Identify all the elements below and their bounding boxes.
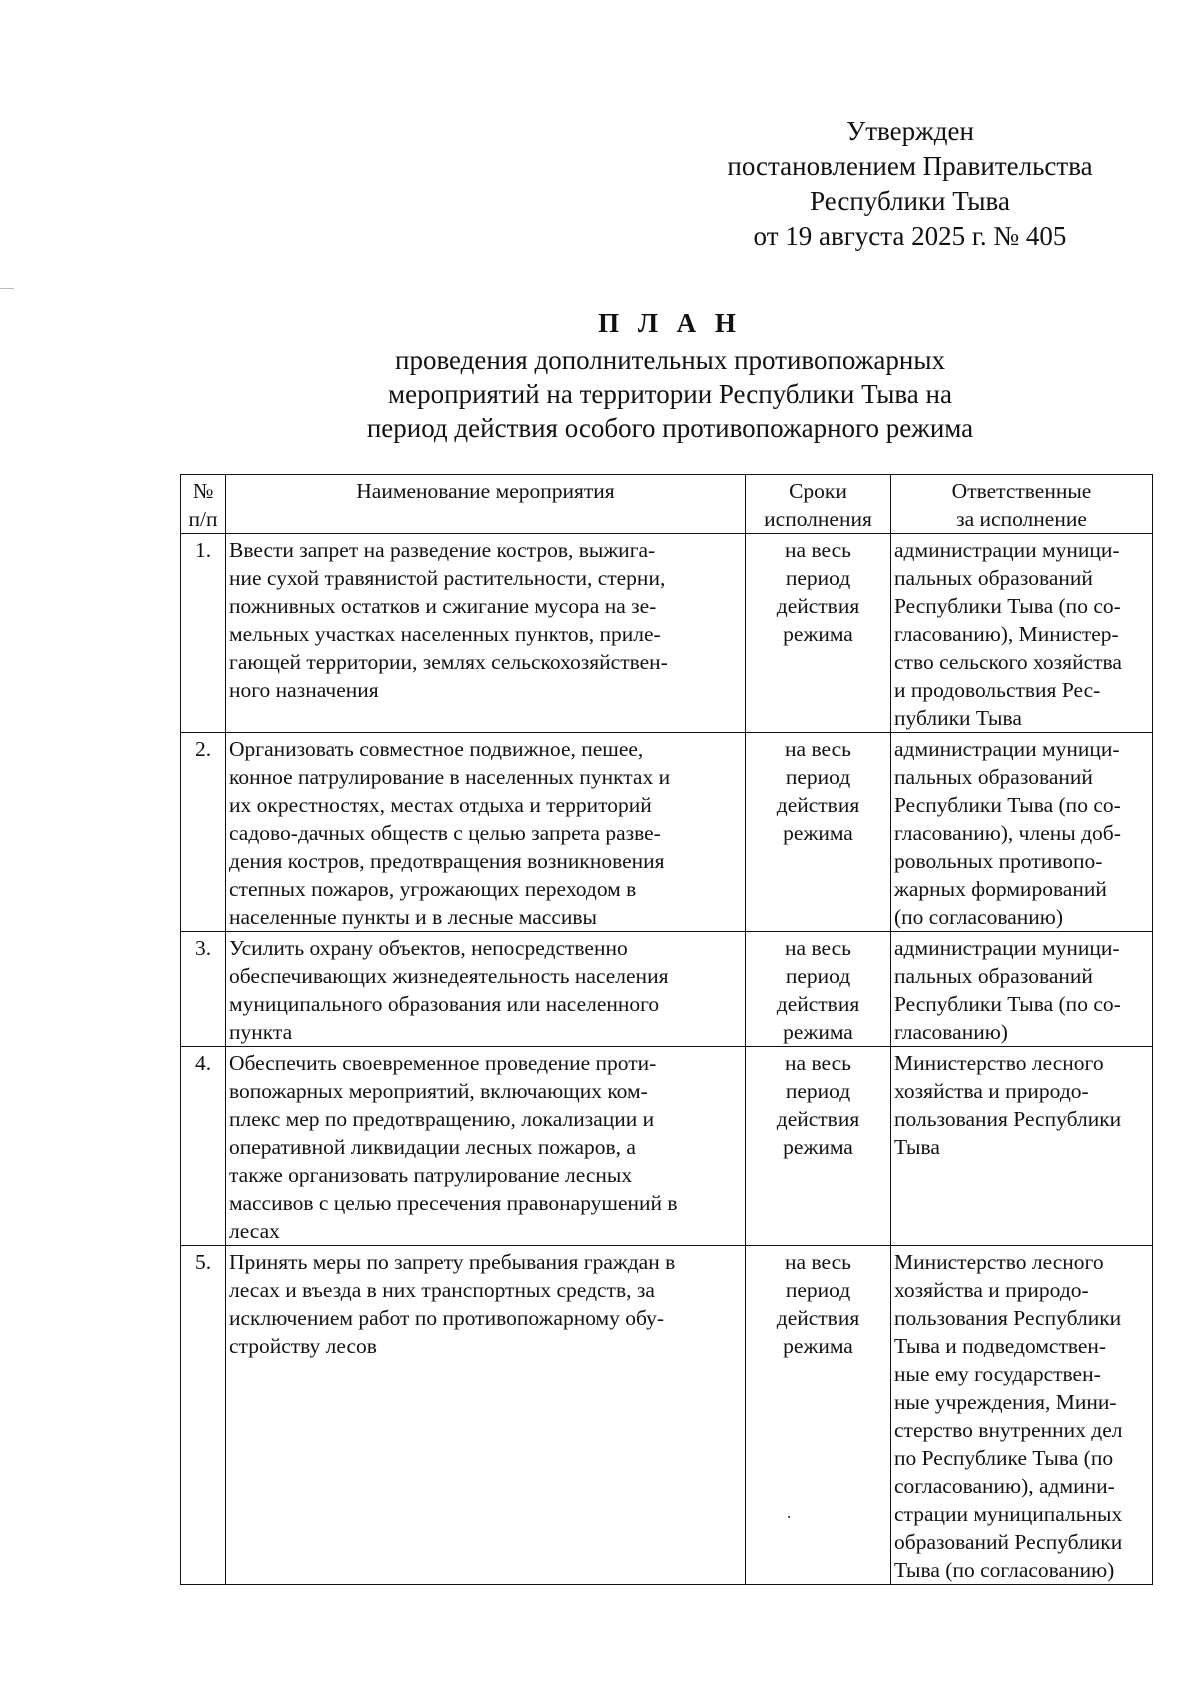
header-responsible-line: за исполнение <box>956 507 1087 531</box>
responsible-line: хозяйства и природо- <box>894 1278 1089 1302</box>
responsible-line: и продовольствия Рес- <box>894 678 1101 702</box>
responsible-line: публики Тыва <box>894 706 1022 730</box>
activity-line: оперативной ликвидации лесных пожаров, а <box>229 1135 636 1159</box>
activity-line: лесах <box>229 1219 280 1243</box>
header-deadline-line: Сроки <box>789 479 847 503</box>
activity-line: их окрестностях, местах отдыха и территорий <box>229 793 652 817</box>
deadline-line: на весь <box>785 936 851 960</box>
activity-line: дения костров, предотвращения возникновения <box>229 849 665 873</box>
responsible-line: администрации муници- <box>894 737 1120 761</box>
responsible-line: ство сельского хозяйства <box>894 650 1122 674</box>
deadline-line: действия <box>776 793 860 817</box>
responsible-cell <box>891 1246 1153 1585</box>
activities-table <box>180 474 1153 1585</box>
deadline-line: режима <box>783 821 853 845</box>
activity-line: пожнивных остатков и сжигание мусора на зе- <box>229 594 657 618</box>
responsible-line: пальных образований <box>894 566 1093 590</box>
activity-line: вопожарных мероприятий, включающих ком- <box>229 1079 648 1103</box>
deadline-line: на весь <box>785 538 851 562</box>
activity-line: исключением работ по противопожарному обу- <box>229 1306 665 1330</box>
responsible-cell <box>891 534 1153 733</box>
activity-line: мельных участках населенных пунктов, приле- <box>229 622 661 646</box>
activity-line: Принять меры по запрету пребывания граждан в <box>229 1250 676 1274</box>
activity-line: конное патрулирование в населенных пунктах и <box>229 765 671 789</box>
approval-line: Республики Тыва <box>810 186 1010 216</box>
responsible-line: Министерство лесного <box>894 1051 1104 1075</box>
deadline-line: действия <box>776 992 860 1016</box>
activity-cell <box>226 733 746 932</box>
table-row <box>181 932 1153 1047</box>
responsible-line: Республики Тыва (по со- <box>894 594 1121 618</box>
deadline-line: на весь <box>785 1051 851 1075</box>
plan-subtitle-line: период действия особого противопожарного режима <box>366 413 974 443</box>
deadline-line: период <box>785 964 851 988</box>
header-number-line: № <box>192 479 214 503</box>
deadline-line: период <box>785 566 851 590</box>
row-number: 5. <box>181 1246 226 1585</box>
deadline-line: режима <box>783 622 853 646</box>
header-deadline-line: исполнения <box>764 507 872 531</box>
responsible-line: согласованию), админи- <box>894 1474 1115 1498</box>
activity-line: Организовать совместное подвижное, пешее, <box>229 737 644 761</box>
deadline-cell <box>746 1047 891 1246</box>
activity-line: массивов с целью пресечения правонарушений в <box>229 1191 678 1215</box>
responsible-line: пользования Республики <box>894 1107 1122 1131</box>
responsible-line: образований Республики <box>894 1530 1123 1554</box>
plan-subtitle-line: мероприятий на территории Республики Тыва на <box>388 379 952 409</box>
responsible-cell <box>891 932 1153 1047</box>
table-row <box>181 733 1153 932</box>
activity-cell <box>226 1047 746 1246</box>
deadline-line: режима <box>783 1135 853 1159</box>
activity-line: садово-дачных обществ с целью запрета разве- <box>229 821 661 845</box>
activity-cell <box>226 534 746 733</box>
responsible-line: (по согласованию) <box>894 905 1064 929</box>
deadline-line: действия <box>776 1107 860 1131</box>
deadline-line: режима <box>783 1334 853 1358</box>
header-responsible-line: Ответственные <box>951 479 1092 503</box>
activity-line: плекс мер по предотвращению, локализации и <box>229 1107 655 1131</box>
header-number <box>181 475 226 534</box>
approval-line: постановлением Правительства <box>727 151 1093 181</box>
responsible-line: стерство внутренних дел <box>894 1418 1123 1442</box>
responsible-line: ровольных противопо- <box>894 849 1103 873</box>
deadline-line: режима <box>783 1020 853 1044</box>
header-responsible <box>891 475 1153 534</box>
activity-line: также организовать патрулирование лесных <box>229 1163 633 1187</box>
row-number: 1. <box>181 534 226 733</box>
responsible-line: гласованию), члены доб- <box>894 821 1121 845</box>
deadline-line: период <box>785 765 851 789</box>
responsible-line: гласованию) <box>894 1020 1008 1044</box>
activity-line: населенные пункты и в лесные массивы <box>229 905 597 929</box>
responsible-cell <box>891 733 1153 932</box>
responsible-line: Республики Тыва (по со- <box>894 793 1121 817</box>
activity-line: Ввести запрет на разведение костров, выжига- <box>229 538 656 562</box>
responsible-line: страции муниципальных <box>894 1502 1123 1526</box>
deadline-line: период <box>785 1278 851 1302</box>
row-number: 2. <box>181 733 226 932</box>
approval-block <box>700 114 1120 254</box>
activity-line: степных пожаров, угрожающих переходом в <box>229 877 637 901</box>
responsible-line: Тыва и подведомствен- <box>894 1334 1107 1358</box>
plan-subtitle <box>250 343 1090 445</box>
activity-line: обеспечивающих жизнедеятельность населения <box>229 964 669 988</box>
activity-cell <box>226 1246 746 1585</box>
deadline-cell <box>746 932 891 1047</box>
deadline-cell <box>746 534 891 733</box>
table-body <box>181 534 1153 1585</box>
row-number: 4. <box>181 1047 226 1246</box>
responsible-line: Республики Тыва (по со- <box>894 992 1121 1016</box>
responsible-line: хозяйства и природо- <box>894 1079 1089 1103</box>
responsible-line: по Республике Тыва (по <box>894 1446 1114 1470</box>
activity-line: лесах и въезда в них транспортных средств, за <box>229 1278 655 1302</box>
responsible-line: Министерство лесного <box>894 1250 1104 1274</box>
activity-line: Усилить охрану объектов, непосредственно <box>229 936 628 960</box>
plan-subtitle-line: проведения дополнительных противопожарных <box>395 345 945 375</box>
activity-line: гающей территории, землях сельскохозяйствен- <box>229 650 668 674</box>
activity-line: ние сухой травянистой растительности, стерни, <box>229 566 666 590</box>
activity-cell <box>226 932 746 1047</box>
header-number-line: п/п <box>188 507 218 531</box>
deadline-line: действия <box>776 594 860 618</box>
table-header-row <box>181 475 1153 534</box>
activity-line: муниципального образования или населенного <box>229 992 660 1016</box>
header-deadline <box>746 475 891 534</box>
activity-line: стройству лесов <box>229 1334 377 1358</box>
table-row <box>181 1047 1153 1246</box>
table-row <box>181 534 1153 733</box>
responsible-line: пальных образований <box>894 964 1093 988</box>
responsible-line: Тыва <box>894 1135 940 1159</box>
table-row <box>181 1246 1153 1585</box>
responsible-cell <box>891 1047 1153 1246</box>
approval-line: от 19 августа 2025 г. № 405 <box>753 221 1067 251</box>
deadline-line: период <box>785 1079 851 1103</box>
responsible-line: Тыва (по согласованию) <box>894 1558 1115 1582</box>
scan-dot <box>788 1516 790 1518</box>
activity-line: Обеспечить своевременное проведение проти- <box>229 1051 657 1075</box>
deadline-line: действия <box>776 1306 860 1330</box>
row-number: 3. <box>181 932 226 1047</box>
responsible-line: пальных образований <box>894 765 1093 789</box>
deadline-line: на весь <box>785 1250 851 1274</box>
responsible-line: администрации муници- <box>894 936 1120 960</box>
responsible-line: ные учреждения, Мини- <box>894 1390 1117 1414</box>
responsible-line: администрации муници- <box>894 538 1120 562</box>
approval-line: Утвержден <box>846 116 974 146</box>
responsible-line: гласованию), Министер- <box>894 622 1119 646</box>
deadline-cell <box>746 1246 891 1585</box>
plan-heading: П Л А Н <box>598 308 742 338</box>
header-activity-line: Наименование мероприятия <box>356 479 615 503</box>
deadline-line: на весь <box>785 737 851 761</box>
scan-edge-mark <box>0 288 14 289</box>
responsible-line: ные ему государствен- <box>894 1362 1101 1386</box>
header-activity <box>226 475 746 534</box>
activity-line: пункта <box>229 1020 293 1044</box>
responsible-line: пользования Республики <box>894 1306 1122 1330</box>
responsible-line: жарных формирований <box>894 877 1107 901</box>
deadline-cell <box>746 733 891 932</box>
activity-line: ного назначения <box>229 678 379 702</box>
